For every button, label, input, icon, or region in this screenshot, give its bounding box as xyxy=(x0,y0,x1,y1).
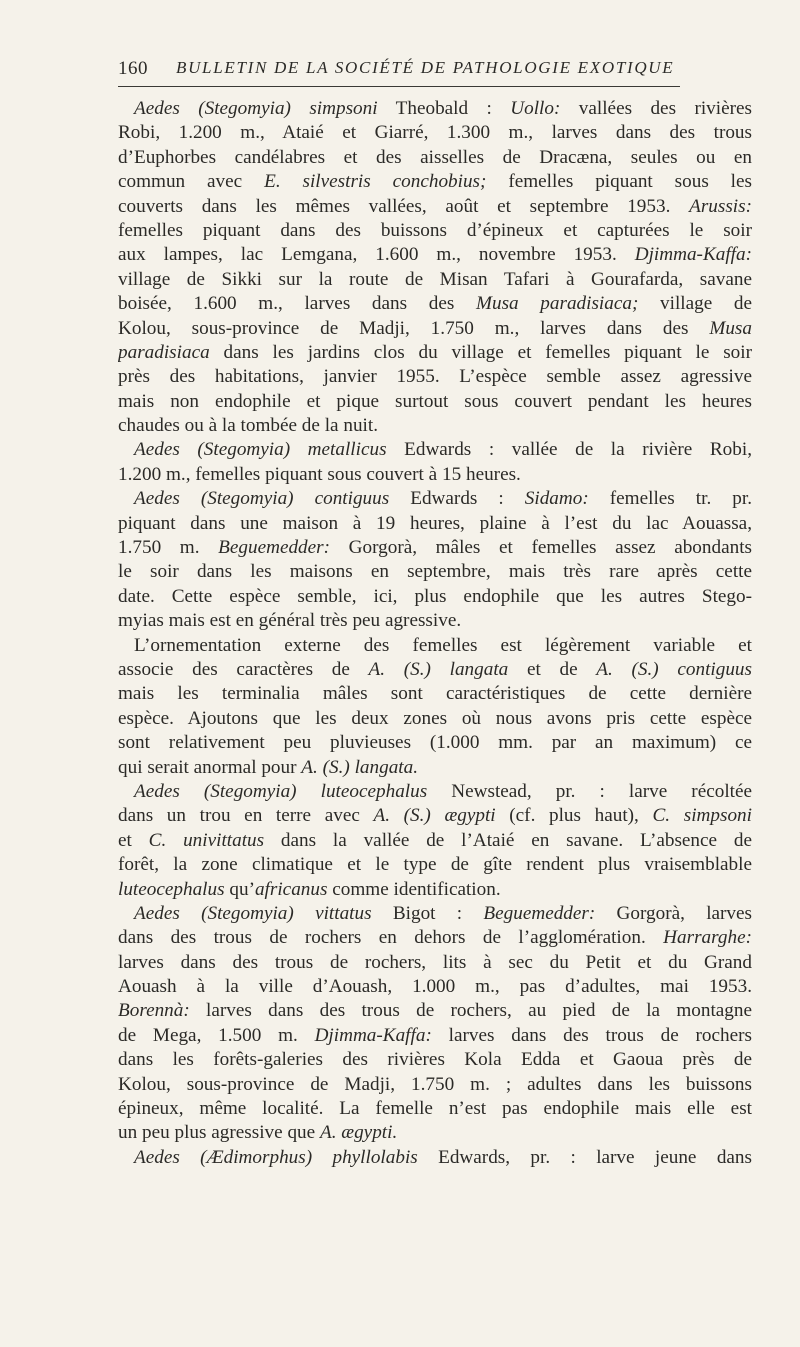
text-line xyxy=(118,512,752,536)
text-run: dans des trous de rochers en dehors de l’agglomération. xyxy=(118,927,664,949)
text-run: Robi, 1.200 m., Ataié et Giarré, 1.300 m., larves dans des trous xyxy=(118,122,752,144)
text-run: vallées des rivières xyxy=(560,98,752,119)
text-line xyxy=(118,414,752,438)
text-line xyxy=(118,365,752,389)
italic-text: Sidamo: xyxy=(524,488,589,510)
italic-text: C. univittatus xyxy=(148,829,265,851)
text-line xyxy=(118,878,752,902)
text-line xyxy=(118,121,752,145)
text-run: qu’ xyxy=(224,878,255,900)
text-run: femelles piquant sous les xyxy=(486,171,752,193)
text-run: qui serait anormal pour xyxy=(118,756,302,778)
running-header xyxy=(118,56,680,78)
text-run: larves dans des trous de rochers, au pied de la montagne xyxy=(189,1000,752,1022)
text-run: 1.200 m., femelles piquant sous couvert à 15 heures. xyxy=(118,463,521,485)
text-line xyxy=(118,536,752,560)
italic-text: Djimma-Kaffa: xyxy=(314,1024,432,1046)
text-run: femelles tr. pr. xyxy=(588,488,752,510)
italic-text: Djimma-Kaffa: xyxy=(634,244,752,266)
text-line xyxy=(118,97,752,121)
text-line xyxy=(118,463,752,487)
text-line xyxy=(118,1048,752,1072)
text-line xyxy=(118,317,752,341)
text-run: 1.750 m. xyxy=(118,537,219,559)
text-run: forêt, la zone climatique et le type de gîte rendent plus vraisemblable xyxy=(118,854,752,876)
italic-text: paradisiaca xyxy=(118,341,210,363)
italic-text: Aedes (Stegomyia) contiguus xyxy=(134,488,390,510)
text-run: (cf. plus haut), xyxy=(495,805,653,827)
text-run: le soir dans les maisons en septembre, mais très rare après cette xyxy=(118,561,752,583)
text-run: Kolou, sous-province de Madji, 1.750 m. ; adultes dans les buissons xyxy=(118,1073,752,1095)
italic-text: Musa paradisiaca; xyxy=(476,293,639,315)
italic-text: E. silvestris conchobius; xyxy=(264,171,487,193)
text-run: dans la vallée de l’Ataié en savane. L’absence de xyxy=(264,829,752,851)
text-line xyxy=(118,829,752,853)
italic-text: Aedes (Stegomyia) simpsoni xyxy=(134,98,378,119)
text-run: mais les terminalia mâles sont caractéristiques de cette dernière xyxy=(118,683,752,705)
text-line xyxy=(118,219,752,243)
text-line xyxy=(118,292,752,316)
text-run: Aouash à la ville d’Aouash, 1.000 m., pas d’adultes, mai 1953. xyxy=(118,976,752,998)
text-line xyxy=(118,170,752,194)
text-run: village de xyxy=(638,293,752,315)
text-run: couverts dans les mêmes vallées, août et septembre 1953. xyxy=(118,195,690,217)
text-run: larves dans des trous de rochers xyxy=(431,1024,752,1046)
text-run: larves dans des trous de rochers, lits à sec du Petit et du Grand xyxy=(118,951,752,973)
text-line xyxy=(118,609,752,633)
italic-text: Uollo: xyxy=(510,98,561,119)
text-line xyxy=(118,804,752,828)
italic-text: Borennà: xyxy=(118,1000,190,1022)
text-line xyxy=(118,268,752,292)
italic-text: A. ægypti. xyxy=(319,1122,398,1144)
text-run: aux lampes, lac Lemgana, 1.600 m., novembre 1953. xyxy=(118,244,635,266)
text-line xyxy=(118,487,752,511)
italic-text: Beguemedder: xyxy=(218,537,331,559)
text-run: Edwards, pr. : larve jeune dans xyxy=(417,1146,752,1168)
text-line xyxy=(118,1073,752,1097)
text-run: commun avec xyxy=(118,171,265,193)
text-line xyxy=(118,707,752,731)
italic-text: A. (S.) langata. xyxy=(301,756,419,778)
page-number: 160 xyxy=(118,58,148,79)
text-run: sont relativement peu pluvieuses (1.000 mm. par an maximum) ce xyxy=(118,732,752,754)
text-run: femelles piquant dans des buissons d’épineux et capturées le soir xyxy=(118,219,752,241)
text-run: Bigot : xyxy=(371,902,484,924)
italic-text: africanus xyxy=(254,878,328,900)
italic-text: Arussis: xyxy=(689,195,752,217)
text-run: espèce. Ajoutons que les deux zones où nous avons pris cette espèce xyxy=(118,707,752,729)
body-text xyxy=(118,97,752,1170)
text-run: Gorgorà, mâles et femelles assez abondants xyxy=(330,537,752,559)
italic-text: Aedes (Stegomyia) luteocephalus xyxy=(134,780,428,802)
text-line xyxy=(118,438,752,462)
text-line xyxy=(118,585,752,609)
text-line xyxy=(118,902,752,926)
text-run: de Mega, 1.500 m. xyxy=(118,1024,315,1046)
text-line xyxy=(118,390,752,414)
text-run: Kolou, sous-province de Madji, 1.750 m., larves dans des xyxy=(118,317,710,339)
text-run: épineux, même localité. La femelle n’est pas endophile mais elle est xyxy=(118,1098,752,1120)
italic-text: Aedes (Stegomyia) vittatus xyxy=(134,902,372,924)
text-run: dans un trou en terre avec xyxy=(118,805,374,827)
italic-text: luteocephalus xyxy=(118,878,225,900)
text-run: près des habitations, janvier 1955. L’espèce semble assez agressive xyxy=(118,366,752,388)
italic-text: Aedes (Ædimorphus) phyllolabis xyxy=(134,1146,418,1168)
text-line xyxy=(118,195,752,219)
text-line xyxy=(118,682,752,706)
running-title: BULLETIN DE LA SOCIÉTÉ DE PATHOLOGIE EXOTIQUE xyxy=(176,58,675,77)
text-run: Edwards : xyxy=(389,488,525,510)
text-run: dans les jardins clos du village et femelles piquant le soir xyxy=(209,341,752,363)
text-run: Newstead, pr. : larve récoltée xyxy=(427,780,752,802)
text-line xyxy=(118,1024,752,1048)
text-run: L’ornementation externe des femelles est légèrement variable et xyxy=(134,634,752,656)
text-line xyxy=(118,1121,752,1145)
text-run: Edwards : vallée de la rivière Robi, xyxy=(386,439,752,461)
text-line xyxy=(118,926,752,950)
text-line xyxy=(118,999,752,1023)
italic-text: Aedes (Stegomyia) metallicus xyxy=(134,439,387,461)
italic-text: A. (S.) ægypti xyxy=(373,805,496,827)
text-run: dans les forêts-galeries des rivières Kola Edda et Gaoua près de xyxy=(118,1049,752,1071)
italic-text: A. (S.) contiguus xyxy=(596,658,752,680)
text-run: myias mais est en général très peu agressive. xyxy=(118,610,462,632)
header-rule xyxy=(118,86,680,87)
text-run: chaudes ou à la tombée de la nuit. xyxy=(118,415,379,437)
text-line xyxy=(118,853,752,877)
text-line xyxy=(118,634,752,658)
text-run: boisée, 1.600 m., larves dans des xyxy=(118,293,476,315)
text-run: Theobald : xyxy=(377,98,511,119)
text-line xyxy=(118,756,752,780)
text-line xyxy=(118,146,752,170)
text-run: piquant dans une maison à 19 heures, plaine à l’est du lac Aouassa, xyxy=(118,512,752,534)
text-run: village de Sikki sur la route de Misan Tafari à Gourafarda, savane xyxy=(118,268,752,290)
italic-text: Musa xyxy=(709,317,752,339)
text-run: mais non endophile et pique surtout sous couvert pendant les heures xyxy=(118,390,752,412)
text-run: un peu plus agressive que xyxy=(118,1122,320,1144)
text-run: date. Cette espèce semble, ici, plus endophile que les autres Stego- xyxy=(118,585,752,607)
text-run: associe des caractères de xyxy=(118,658,369,680)
text-run: Gorgorà, larves xyxy=(595,902,752,924)
text-line xyxy=(118,1146,752,1170)
text-line xyxy=(118,780,752,804)
text-line xyxy=(118,341,752,365)
text-run: et xyxy=(118,829,149,851)
text-line xyxy=(118,975,752,999)
italic-text: A. (S.) langata xyxy=(368,658,509,680)
text-line xyxy=(118,243,752,267)
text-line xyxy=(118,1097,752,1121)
text-run: d’Euphorbes candélabres et des aisselles de Dracæna, seules ou en xyxy=(118,146,752,168)
italic-text: C. simpsoni xyxy=(652,805,752,827)
text-run: et de xyxy=(508,658,597,680)
italic-text: Beguemedder: xyxy=(483,902,596,924)
italic-text: Harrarghe: xyxy=(663,927,752,949)
text-line xyxy=(118,560,752,584)
text-line xyxy=(118,731,752,755)
text-run: comme identification. xyxy=(327,878,501,900)
text-line xyxy=(118,951,752,975)
text-line xyxy=(118,658,752,682)
